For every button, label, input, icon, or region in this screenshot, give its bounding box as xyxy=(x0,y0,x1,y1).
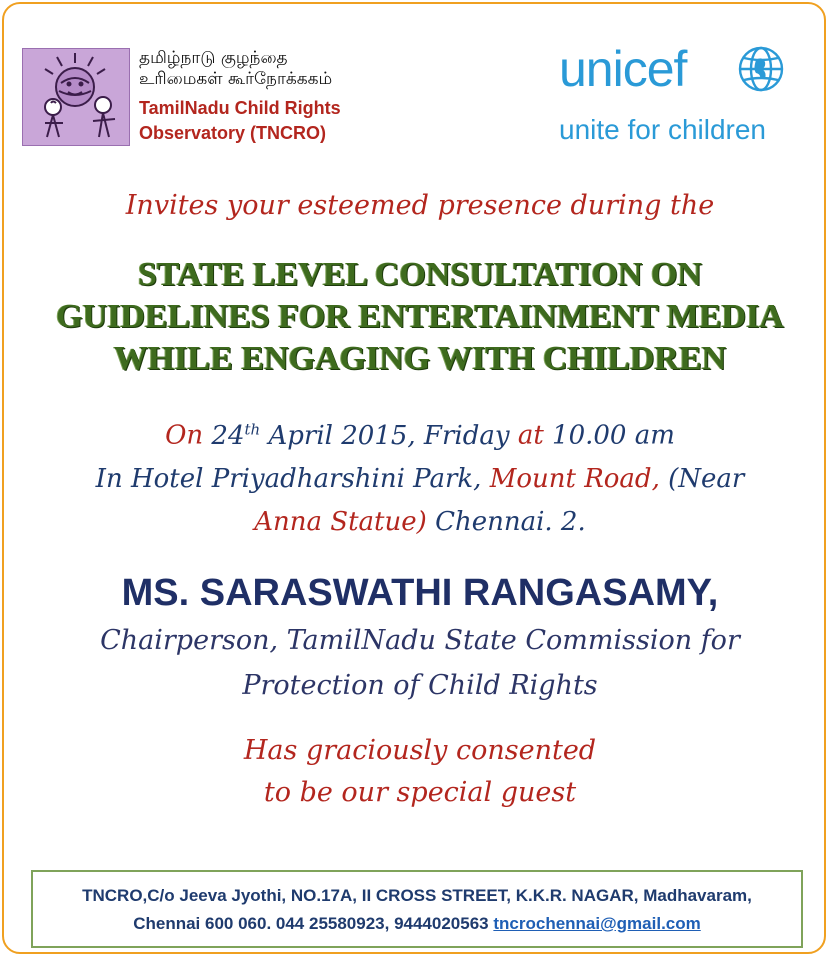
tncro-logo-art xyxy=(23,49,130,146)
event-venue-line-2 xyxy=(4,501,832,544)
tncro-logo xyxy=(22,48,130,146)
event-details xyxy=(4,408,832,544)
org-name-line-2: Observatory (TNCRO) xyxy=(139,123,327,143)
event-time: 10.00 am xyxy=(552,420,675,451)
venue-road: Mount Road, xyxy=(489,463,660,494)
guest-role xyxy=(4,618,832,708)
venue-landmark: Anna Statue) xyxy=(254,506,427,537)
event-day xyxy=(211,421,509,451)
consent-line-2: to be our special guest xyxy=(263,777,577,808)
venue-near: (Near xyxy=(668,463,745,494)
venue-city: Chennai. 2. xyxy=(435,506,586,537)
footer-email-link[interactable]: tncrochennai@gmail.com xyxy=(493,914,701,933)
event-day-suffix: th xyxy=(244,420,261,438)
footer-address-line-2 xyxy=(33,910,801,938)
org-tamil-line-1: தமிழ்நாடு குழந்தை xyxy=(139,48,288,68)
event-month-year-day: April 2015, Friday xyxy=(268,420,510,451)
venue-hotel: In Hotel Priyadharshini Park, xyxy=(95,463,482,494)
event-at: at xyxy=(517,420,544,451)
event-title-line-3: WHILE ENGAGING WITH CHILDREN xyxy=(113,340,727,377)
guest-name: MS. SARASWATHI RANGASAMY, xyxy=(121,572,719,614)
footer-address-line-1: TNCRO,C/o Jeeva Jyothi, NO.17A, II CROSS STREET, K.K.R. NAGAR, Madhavaram, xyxy=(82,886,752,905)
org-name-english xyxy=(139,96,439,146)
event-title xyxy=(4,254,832,380)
consent-line-1: Has graciously consented xyxy=(243,735,597,766)
guest-role-line-1: Chairperson, TamilNadu State Commission for xyxy=(100,625,740,656)
event-date-line xyxy=(4,408,832,458)
poster-frame xyxy=(2,2,826,954)
org-tamil-line-2: உரிமைகள் கூர்நோக்ககம் xyxy=(139,69,333,89)
footer-address-box xyxy=(31,870,803,948)
footer-address-contact: Chennai 600 060. 044 25580923, 9444020563 xyxy=(133,914,489,933)
invitation-intro: Invites your esteemed presence during the xyxy=(125,190,715,221)
unicef-wordmark: unicef xyxy=(559,41,687,97)
event-venue-line-1 xyxy=(4,458,832,501)
event-title-line-2: GUIDELINES FOR ENTERTAINMENT MEDIA xyxy=(56,298,784,335)
event-title-line-1: STATE LEVEL CONSULTATION ON xyxy=(137,256,702,293)
event-day-number: 24 xyxy=(211,420,245,451)
guest-consent xyxy=(4,730,832,814)
unicef-tagline: unite for children xyxy=(559,114,767,145)
guest-role-line-2: Protection of Child Rights xyxy=(242,670,598,701)
org-name-line-1: TamilNadu Child Rights xyxy=(139,98,341,118)
unicef-globe-icon xyxy=(736,44,786,94)
org-name-tamil xyxy=(139,48,439,90)
event-on: On xyxy=(165,420,204,451)
